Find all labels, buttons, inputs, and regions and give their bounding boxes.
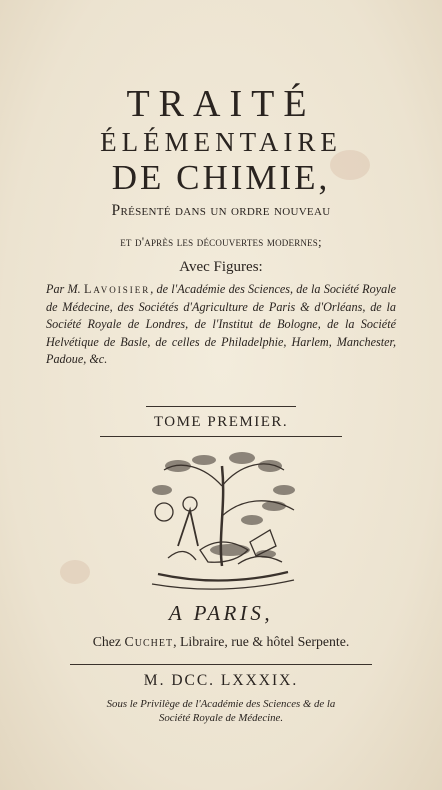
subtitle-line-1: Présenté dans un ordre nouveau <box>111 202 331 219</box>
privilege-note <box>0 697 442 725</box>
privilege-line-1: Sous le Privilège de l'Académie des Sciences & de la <box>106 698 336 710</box>
imprint-rule <box>70 664 372 665</box>
figures-note: Avec Figures: <box>179 259 263 275</box>
title-line-3: DE CHIMIE, <box>111 158 331 197</box>
publisher-name: Cuchet <box>124 634 174 649</box>
foxing-stain <box>60 560 90 584</box>
author-credentials: , de l'Académie des Sciences, de la Société Royale de Médecine, des Sociétés d'Agriculture de Paris & d'Orléans, de la Société Royale de Londres, de l'Institut de Bologne, de la Société Helvétique de Basle, de celles de Philadelphie, Harlem, Manchester, Padoue, &c. <box>46 282 396 367</box>
imprint-publisher <box>0 634 442 650</box>
privilege-line-2: Société Royale de Médecine. <box>158 712 284 724</box>
upper-rule <box>146 406 296 407</box>
volume-label: TOME PREMIER. <box>153 414 289 430</box>
publisher-prefix: Chez <box>92 634 122 649</box>
publisher-suffix: , Libraire, rue & hôtel Serpente. <box>173 634 350 649</box>
printers-vignette <box>138 446 306 596</box>
author-block <box>46 281 396 369</box>
imprint-city: A PARIS, <box>168 601 274 625</box>
author-prefix: Par M. <box>46 282 81 296</box>
lower-rule <box>100 436 342 437</box>
publication-date: M. DCC. LXXXIX. <box>143 672 299 689</box>
title-line-2: ÉLÉMENTAIRE <box>100 127 342 157</box>
author-name: Lavoisier <box>83 282 151 296</box>
title-line-1: TRAITÉ <box>126 83 316 125</box>
subtitle-line-2: et d'après les découvertes modernes; <box>120 234 322 249</box>
